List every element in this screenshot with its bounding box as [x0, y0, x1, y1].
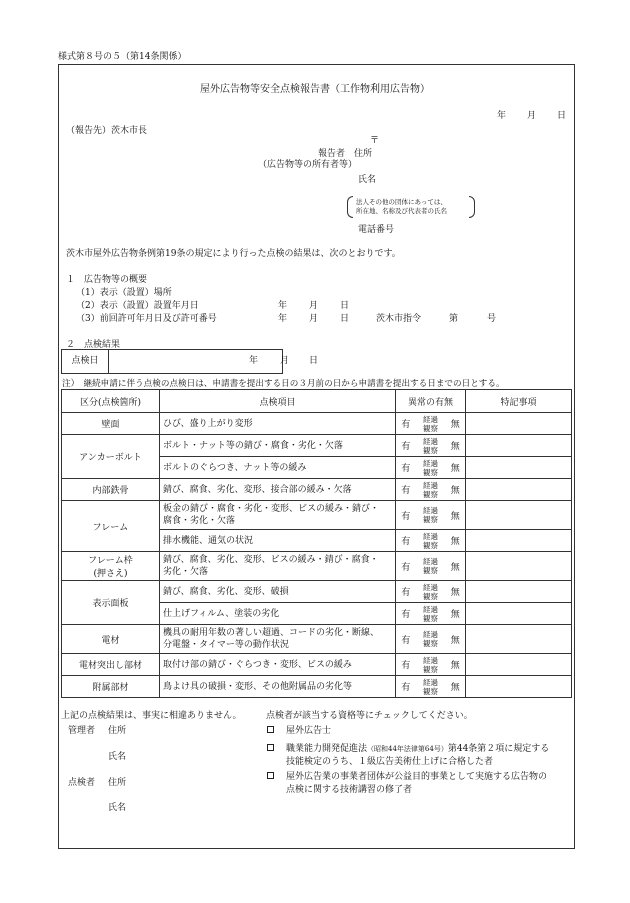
- check-item-text: 鳥よけ具の破損・変形、その他附属品の劣化等: [163, 681, 353, 692]
- remarks-cell[interactable]: [466, 479, 572, 501]
- section1-heading: １ 広告物等の概要: [66, 275, 148, 285]
- remarks-cell[interactable]: [466, 552, 572, 581]
- remarks-cell[interactable]: [466, 654, 572, 676]
- observation-line2: 観察: [423, 591, 438, 601]
- option-observation[interactable]: [416, 603, 446, 625]
- phone-label: 電話番号: [358, 225, 395, 235]
- option-observation[interactable]: [416, 654, 446, 676]
- option-observation[interactable]: [416, 625, 446, 654]
- header-item: 点検項目: [160, 390, 396, 413]
- section1-item1: （1）表示（設置）場所: [76, 288, 172, 298]
- option-observation[interactable]: [416, 457, 446, 479]
- observation-line2: 観察: [423, 423, 438, 433]
- qual3-line1: 屋外広告業の事業者団体が公益目的事業として実施する広告物の: [286, 772, 548, 782]
- remarks-cell[interactable]: [466, 581, 572, 603]
- check-item-cell: [160, 530, 396, 552]
- qual2-law: 職業能力開発促進法: [286, 744, 368, 754]
- permit-dai: 第: [449, 314, 459, 324]
- qual2-label: [286, 741, 549, 754]
- option-nashi[interactable]: 無: [446, 603, 466, 625]
- check-item-cell: [160, 552, 396, 581]
- check-item-text-cont: 劣化・欠落: [163, 567, 209, 577]
- observation-line2: 観察: [423, 613, 438, 623]
- table-row: [62, 625, 572, 654]
- category-label: フレーム: [92, 522, 129, 533]
- manager-address-label: 住所: [108, 726, 127, 736]
- inspector-name-label: 氏名: [108, 803, 127, 813]
- observation-line2: 観察: [423, 445, 438, 455]
- option-ari[interactable]: 有: [396, 457, 416, 479]
- header-category: 区分(点検箇所): [62, 390, 160, 413]
- table-row: [62, 581, 572, 603]
- qual1-label: 屋外広告士: [286, 726, 332, 736]
- observation-line2: 観察: [423, 639, 438, 648]
- check-item-cell: [160, 603, 396, 625]
- category-cell: [62, 479, 160, 501]
- reporter-address-label: 住所: [354, 149, 373, 159]
- category-label: 内部鉄骨: [92, 486, 129, 496]
- table-row: [62, 676, 572, 698]
- addressee: （報告先）茨木市長: [66, 126, 148, 136]
- check-item-text: 錆び、腐食、劣化、変形、接合部の緩み・欠落: [163, 484, 352, 495]
- observation-line1: 経過: [423, 582, 438, 592]
- option-observation[interactable]: [416, 581, 446, 603]
- manager-name-label: 氏名: [108, 752, 127, 762]
- table-row: [62, 501, 572, 530]
- check-item-cell: [160, 457, 396, 479]
- option-observation[interactable]: [416, 479, 446, 501]
- option-ari[interactable]: 有: [396, 552, 416, 581]
- form-number: 様式第８号の５（第14条関係）: [58, 52, 187, 62]
- observation-line1: 経過: [423, 630, 438, 639]
- permit-month-label: 月: [309, 314, 319, 324]
- remarks-cell[interactable]: [466, 676, 572, 698]
- remarks-cell[interactable]: [466, 413, 572, 435]
- qual2-law-ref: （昭和44年法律第64号）: [367, 745, 448, 753]
- observation-line1: 経過: [423, 655, 438, 665]
- install-day-label: 日: [340, 301, 350, 311]
- observation-line1: 経過: [423, 604, 438, 614]
- category-label-sub: (押さえ): [93, 569, 128, 579]
- category-cell: [62, 581, 160, 625]
- corporate-note-line1: 法人その他の団体にあっては、: [356, 198, 447, 206]
- table-header-row: [62, 390, 572, 413]
- intro-text: 茨木市屋外広告物条例第19条の規定により行った点検の結果は、次のとおりです。: [66, 249, 401, 259]
- check-item-cell: [160, 625, 396, 654]
- qualification-intro: 点検者が該当する資格等にチェックしてください。: [266, 711, 473, 721]
- qual2-line2: 技能検定のうち、１級広告美術仕上げに合格した者: [286, 757, 494, 767]
- category-label: アンカーボルト: [79, 453, 142, 463]
- inspector-address-label: 住所: [108, 778, 127, 788]
- check-item-text: 板金の錆び・腐食・劣化・変形、ビスの緩み・錆び・: [163, 504, 380, 514]
- qual3-checkbox[interactable]: [267, 772, 274, 779]
- category-label: 電材突出し部材: [78, 661, 142, 671]
- check-item-text: ボルト・ナット等の錆び・腐食・劣化・欠落: [163, 440, 343, 451]
- option-nashi[interactable]: 無: [446, 413, 466, 435]
- category-cell: [62, 413, 160, 435]
- category-label: 壁面: [101, 420, 120, 430]
- qual2-article: 第44条第２項に規定する: [447, 744, 550, 754]
- section1-item3: （3）前回許可年月日及び許可番号: [76, 314, 217, 324]
- report-year-label: 年: [497, 111, 507, 121]
- category-cell: [62, 552, 160, 581]
- qual3-line2: 点検に関する技術講習の修了者: [286, 785, 413, 795]
- owner-note: （広告物等の所有者等）: [258, 160, 358, 170]
- remarks-cell[interactable]: [466, 603, 572, 625]
- category-cell: [62, 435, 160, 479]
- inspection-note: 注） 継続申請に伴う点検の点検日は、申請書を提出する日の３月前の日から申請書を提出する日までの日とする。: [62, 379, 505, 389]
- table-row: [62, 552, 572, 581]
- inspection-date-value[interactable]: [109, 350, 319, 373]
- option-ari[interactable]: 有: [396, 676, 416, 698]
- check-item-text: ボルトのぐらつき、ナット等の緩み: [163, 462, 307, 473]
- reporter-label: 報告者: [318, 149, 346, 159]
- option-nashi[interactable]: 無: [446, 581, 466, 603]
- observation-line1: 経過: [423, 436, 438, 446]
- reporter-name-label: 氏名: [358, 175, 377, 185]
- observation-line1: 経過: [423, 506, 438, 515]
- observation-line1: 経過: [423, 531, 438, 541]
- category-label: 附属部材: [92, 683, 129, 693]
- observation-line2: 観察: [423, 566, 438, 575]
- check-item-text: 取付け部の錆び・ぐらつき・変形、ビスの緩み: [163, 659, 352, 670]
- option-nashi[interactable]: 無: [446, 654, 466, 676]
- check-item-text-cont: 分電盤・タイマー等の動作状況: [163, 640, 289, 650]
- check-item-text: ひび、盛り上がり変形: [163, 418, 253, 429]
- permit-day-label: 日: [340, 314, 350, 324]
- certification-statement: 上記の点検結果は、事実に相違ありません。: [61, 711, 242, 721]
- corporate-note-line2: 所在地、名称及び代表者の氏名: [356, 207, 447, 215]
- remarks-cell[interactable]: [466, 501, 572, 530]
- option-nashi[interactable]: 無: [446, 501, 466, 530]
- observation-line2: 観察: [423, 664, 438, 674]
- option-observation[interactable]: [416, 413, 446, 435]
- permit-year-label: 年: [278, 314, 288, 324]
- inspection-table: [61, 389, 572, 698]
- check-item-text: 錆び、腐食、劣化、変形、破損: [163, 586, 289, 597]
- observation-line2: 観察: [423, 467, 438, 477]
- option-nashi[interactable]: 無: [446, 479, 466, 501]
- corporate-note-brace: [347, 196, 475, 218]
- install-year-label: 年: [278, 301, 288, 311]
- option-observation[interactable]: [416, 676, 446, 698]
- inspection-day-label: 日: [309, 356, 319, 366]
- check-item-text: 錆び、腐食、劣化、変形、ビスの緩み・錆び・腐食・: [163, 555, 379, 565]
- table-row: [62, 479, 572, 501]
- inspection-year-label: 年: [249, 356, 259, 366]
- table-row: [62, 435, 572, 457]
- report-day-label: 日: [557, 111, 567, 121]
- check-item-cell: [160, 501, 396, 530]
- permit-go: 号: [487, 314, 497, 324]
- remarks-cell[interactable]: [466, 457, 572, 479]
- option-ari[interactable]: 有: [396, 501, 416, 530]
- option-nashi[interactable]: 無: [446, 530, 466, 552]
- postal-mark: 〒: [370, 136, 380, 146]
- observation-line2: 観察: [423, 686, 438, 696]
- observation-line2: 観察: [423, 540, 438, 550]
- observation-line1: 経過: [423, 414, 438, 424]
- remarks-cell[interactable]: [466, 625, 572, 654]
- observation-line1: 経過: [423, 480, 438, 490]
- category-cell: [62, 676, 160, 698]
- check-item-cell: [160, 676, 396, 698]
- option-ari[interactable]: 有: [396, 435, 416, 457]
- option-observation[interactable]: [416, 501, 446, 530]
- option-ari[interactable]: 有: [396, 479, 416, 501]
- option-nashi[interactable]: 無: [446, 457, 466, 479]
- section2-heading: ２ 点検結果: [66, 340, 121, 350]
- category-cell: [62, 501, 160, 552]
- check-item-cell: [160, 479, 396, 501]
- observation-line2: 観察: [423, 489, 438, 499]
- category-cell: [62, 654, 160, 676]
- option-ari[interactable]: 有: [396, 625, 416, 654]
- check-item-cell: [160, 581, 396, 603]
- option-nashi[interactable]: 無: [446, 435, 466, 457]
- observation-line2: 観察: [423, 515, 438, 524]
- form-title: 屋外広告物等安全点検報告書（工作物利用広告物）: [200, 84, 430, 95]
- permit-prefix: 茨木市指令: [376, 314, 422, 324]
- check-item-text: 仕上げフィルム、塗装の劣化: [163, 608, 280, 619]
- option-nashi[interactable]: 無: [446, 676, 466, 698]
- report-month-label: 月: [527, 111, 537, 121]
- option-observation[interactable]: [416, 435, 446, 457]
- observation-line1: 経過: [423, 458, 438, 468]
- category-label: 電材: [101, 635, 120, 646]
- category-cell: [62, 625, 160, 654]
- option-ari[interactable]: 有: [396, 530, 416, 552]
- table-row: [62, 413, 572, 435]
- check-item-text-cont: 腐食・劣化・欠落: [163, 516, 236, 526]
- category-label: フレーム枠: [88, 556, 133, 566]
- install-month-label: 月: [309, 301, 319, 311]
- header-abnormality: 異常の有無: [396, 390, 466, 413]
- check-item-text: 機具の耐用年数の著しい超過、コードの劣化・断線、: [163, 628, 380, 638]
- table-row: [62, 654, 572, 676]
- inspection-month-label: 月: [280, 356, 290, 366]
- check-item-text: 排水機能、通気の状況: [163, 535, 254, 546]
- option-ari[interactable]: 有: [396, 413, 416, 435]
- observation-line1: 経過: [423, 677, 438, 687]
- check-item-cell: [160, 654, 396, 676]
- qual2-checkbox[interactable]: [267, 744, 274, 751]
- check-item-cell: [160, 413, 396, 435]
- category-label: 表示面板: [92, 599, 129, 609]
- option-nashi[interactable]: 無: [446, 625, 466, 654]
- inspection-date-label: 点検日: [62, 350, 109, 373]
- header-remarks: 特記事項: [466, 390, 572, 413]
- option-nashi[interactable]: 無: [446, 552, 466, 581]
- option-ari[interactable]: 有: [396, 581, 416, 603]
- option-ari[interactable]: 有: [396, 654, 416, 676]
- observation-line1: 経過: [423, 557, 438, 566]
- option-observation[interactable]: [416, 530, 446, 552]
- inspector-label: 点検者: [68, 778, 96, 788]
- inspection-date-box: [61, 349, 319, 374]
- remarks-cell[interactable]: [466, 435, 572, 457]
- check-item-cell: [160, 435, 396, 457]
- remarks-cell[interactable]: [466, 530, 572, 552]
- option-observation[interactable]: [416, 552, 446, 581]
- option-ari[interactable]: 有: [396, 603, 416, 625]
- qual1-checkbox[interactable]: [267, 726, 274, 733]
- section1-item2: （2）表示（設置）設置年月日: [76, 301, 199, 311]
- manager-label: 管理者: [68, 726, 96, 736]
